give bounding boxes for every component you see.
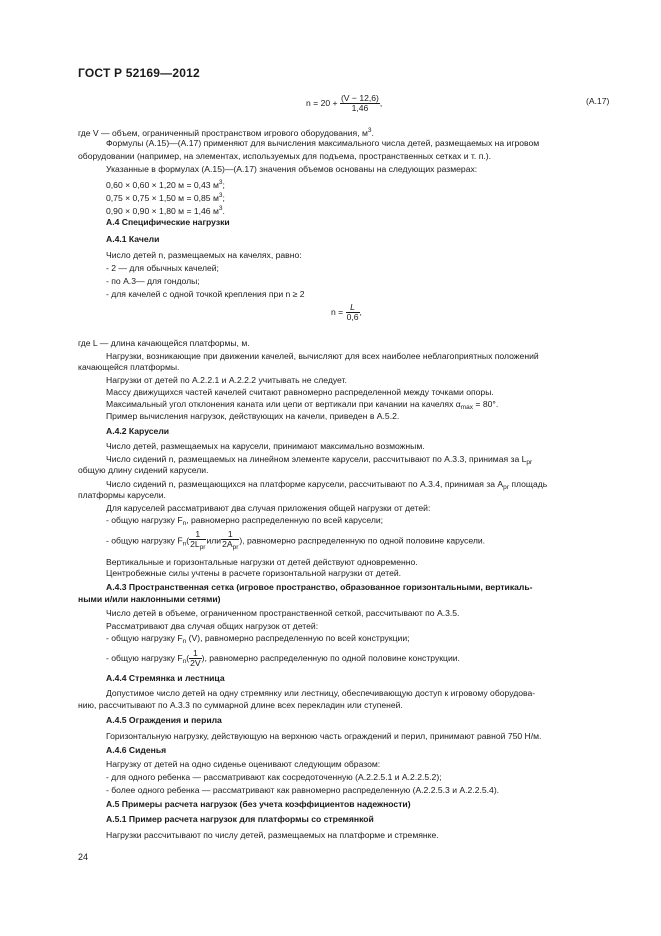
text-line: 0,90 × 0,90 × 1,80 м = 1,46 $м^3$. [106,205,225,216]
subsection-heading: A.4.5 Ограждения и перила [106,715,222,725]
text-line: Вертикальные и горизонтальные нагрузки от детей действуют одновременно. [106,557,418,567]
text-line: Пример вычисления нагрузок, действующих на качели, приведен в A.5.2. [106,411,400,421]
text-line: Горизонтальную нагрузку, действующую на верхнюю часть ограждений и перил, принимают равной 750 Н/м. [106,731,542,741]
equation-a17: n = 20 + $\frac{(V - 12,6)}{1,46}$ , [306,93,383,113]
section-heading: A.5 Примеры расчета нагрузок (без учета коэффициентов надежности) [106,799,411,809]
subsection-heading: A.5.1 Пример расчета нагрузок для платформы со стремянкой [106,814,374,824]
subsection-heading: A.4.3 Пространственная сетка (игровое пространство, образованное горизонтальными, вертикаль- [106,582,533,592]
page-number: 24 [78,852,89,862]
text-line: нию, рассчитывают по A.3.3 по суммарной длине всех перекладин или ступеней. [78,700,403,710]
text-line: Указанные в формулах (A.15)—(A.17) значения объемов основаны на следующих размерах: [106,164,478,174]
list-item: - общую нагрузку $F_n$( $\frac{1}{2L_{pr}}$ или $\frac{1}{2A_{pr}}$ ), равномерно распределенную по одной половине карусели. [106,529,486,551]
subsection-heading: A.4.2 Карусели [106,426,170,436]
subsection-heading: A.4.6 Сиденья [106,745,167,755]
text-line: где V — объем, ограниченный пространством игрового оборудования, $м^3$. [78,127,374,138]
text-line: 0,75 × 0,75 × 1,50 м = 0,85 $м^3$; [106,192,225,203]
list-item: - общую нагрузку $F_n$, равномерно распределенную по всей карусели; [106,515,384,527]
text-line: Нагрузки рассчитывают по числу детей, размещаемых на платформе и стремянке. [106,830,439,840]
subsection-heading: ными и/или наклонными сетями) [78,594,221,604]
text-line: Нагрузку от детей на одно сиденье оценивают следующим образом: [106,759,381,769]
equation-fraction: $\frac{1}{2A_{pr}}$ [222,529,239,551]
text-line: где L — длина качающейся платформы, м. [78,338,250,348]
equation-swing: n = $\frac{L}{0,6}$ , [331,302,362,322]
text-line: Формулы (A.15)—(A.17) применяют для вычисления максимального числа детей, размещаемых на игровом [106,138,540,148]
text-line: Для каруселей рассматривают два случая приложения общей нагрузки от детей: [106,503,431,513]
text-line: Нагрузки от детей по A.2.2.1 и A.2.2.2 учитывать не следует. [106,375,347,385]
list-item: - по A.3— для гондолы; [106,276,200,286]
text-line: Число сидений n, размещаемых на линейном элементе карусели, рассчитывают по A.3.3, принимая за $L_{pr}$ [106,454,533,466]
text-line: качающейся платформы. [78,362,180,372]
equation-fraction: $\frac{(V - 12,6)}{1,46}$ [340,93,379,113]
text-line: Нагрузки, возникающие при движении качелей, вычисляют для всех наиболее неблагоприятных положений [106,351,539,361]
list-item: - общую нагрузку $F_n$ (V), равномерно распределенную по всей конструкции; [106,633,410,645]
equation-fraction: $\frac{L}{0,6}$ [346,302,359,322]
text-line: Центробежные силы учтены в расчете горизонтальной нагрузки от детей. [106,568,402,578]
text-line: Массу движущихся частей качелей считают равномерно распределенной между точками опоры. [106,387,494,397]
text-line: общую длину сидений карусели. [78,465,209,475]
subsection-heading: A.4.4 Стремянка и лестница [106,673,225,683]
text-line: Число детей n, размещаемых на качелях, равно: [106,250,302,260]
subsection-heading: A.4.1 Качели [106,234,160,244]
text-line: Максимальный угол отклонения каната или цепи от вертикали при качании на качелях $\alpha_{max} = 80^\circ$. [106,399,499,411]
text-line: Число сидений n, размещающихся на платформе карусели, рассчитывают по A.3.4, принимая за $A_{pr}$ площадь [106,479,548,491]
text-line: 0,60 × 0,60 × 1,20 м = 0,43 $м^3$; [106,179,225,190]
equation-number: (A.17) [586,96,610,106]
document-header: ГОСТ Р 52169—2012 [78,66,200,80]
list-item: - для качелей с одной точкой крепления при n ≥ 2 [106,289,305,299]
list-item: - для одного ребенка — рассматривают как сосредоточенную (A.2.2.5.1 и A.2.2.5.2); [106,772,442,782]
text-line: оборудовании (например, на элементах, используемых для подъема, пространственных сетках и т. п.). [78,151,491,161]
list-item: - более одного ребенка — рассматривают как равномерно распределенную (A.2.2.5.3 и A.2.2.5.4). [106,785,500,795]
text-line: платформы карусели. [78,490,166,500]
list-item: - 2 — для обычных качелей; [106,263,219,273]
equation-fraction: $\frac{1}{2V}$ [190,648,201,668]
section-heading: A.4 Специфические нагрузки [106,217,230,227]
equation-fraction: $\frac{1}{2L_{pr}}$ [190,529,206,551]
list-item: - общую нагрузку $F_n$( $\frac{1}{2V}$ ), равномерно распределенную по одной половине конструкции. [106,648,460,668]
text-line: Рассматривают два случая общих нагрузок от детей: [106,621,319,631]
text-line: Допустимое число детей на одну стремянку или лестницу, обеспечивающую доступ к игровому оборудова- [106,688,536,698]
text-line: Число детей, размещаемых на карусели, принимают максимально возможным. [106,441,425,451]
text-line: Число детей в объеме, ограниченном пространственной сеткой, рассчитывают по A.3.5. [106,608,460,618]
